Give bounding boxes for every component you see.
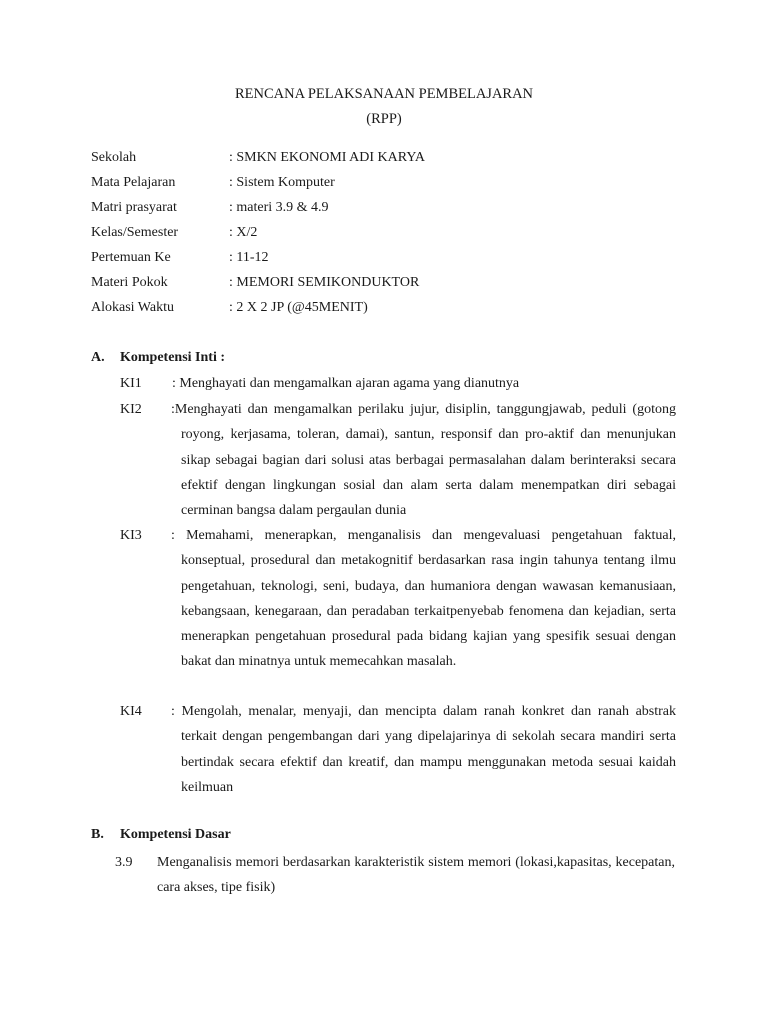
document-title: RENCANA PELAKSANAAN PEMBELAJARAN	[234, 86, 534, 102]
info-value: : 2 X 2 JP (@45MENIT)	[229, 300, 368, 315]
info-row-materi-pokok	[91, 275, 425, 300]
info-label: Alokasi Waktu	[91, 300, 174, 315]
info-value: : X/2	[229, 225, 258, 240]
info-label: Pertemuan Ke	[91, 250, 171, 265]
ki-text-content: : Memahami, menerapkan, menganalisis dan mengevaluasi pengetahuan faktual, konseptual, prosedural dan metakognitif berdasarkan rasa ingin tahunya tentang ilmu pengetahuan, teknologi, seni, budaya, dan humaniora dengan wawasan kemanusiaan, kebangsaan, kenegaraan, dan peradaban terkaitpenyebab fenomena dan kejadian, serta menerapkan pengetahuan prosedural pada bidang kajian yang spesifik sesuai dengan bakat dan minatnya untuk memecahkan masalah.	[171, 528, 676, 670]
info-label: Matri prasyarat	[91, 200, 177, 215]
kd-code: 3.9	[115, 855, 133, 870]
ki-code: KI4	[120, 704, 142, 719]
info-value: : MEMORI SEMIKONDUKTOR	[229, 275, 420, 290]
ki-code: KI1	[120, 376, 142, 391]
info-row-sekolah	[91, 150, 425, 175]
section-title: Kompetensi Dasar	[120, 827, 231, 842]
ki-text-content: :Menghayati dan mengamalkan perilaku jujur, disiplin, tanggungjawab, peduli (gotong royong, kerjasama, toleran, damai), santun, responsif dan pro-aktif dan menunjukan sikap sebagai bagian dari solusi atas berbagai permasalahan dalam berinteraksi secara efektif dengan lingkungan sosial dan alam serta dalam menempatkan diri sebagai cerminan bangsa dalam pergaulan dunia	[171, 402, 676, 519]
section-a-heading	[91, 350, 225, 366]
document-subtitle: (RPP)	[366, 111, 402, 127]
ki-text-content: : Mengolah, menalar, menyaji, dan mencipta dalam ranah konkret dan ranah abstrak terkait dengan pengembangan dari yang dipelajarinya di sekolah secara mandiri serta bertindak secara efektif dan kreatif, dan mampu menggunakan metoda sesuai kaidah keilmuan	[171, 704, 676, 795]
ki-code: KI2	[120, 402, 142, 417]
info-label: Kelas/Semester	[91, 225, 179, 240]
ki-text: : Menghayati dan mengamalkan ajaran agama yang dianutnya	[172, 376, 520, 391]
info-row-pertemuan	[91, 250, 425, 275]
section-letter: B.	[91, 827, 104, 842]
info-value: : Sistem Komputer	[229, 175, 335, 190]
info-row-alokasi-waktu	[91, 300, 425, 325]
info-value: : 11-12	[229, 250, 269, 265]
identity-table	[91, 150, 425, 325]
kd-text: Menganalisis memori berdasarkan karakteristik sistem memori (lokasi,kapasitas, kecepatan, cara akses, tipe fisik)	[157, 855, 675, 895]
info-value: : materi 3.9 & 4.9	[229, 200, 329, 215]
info-label: Mata Pelajaran	[91, 175, 176, 190]
ki-code: KI3	[120, 528, 142, 543]
ki-text	[171, 397, 676, 523]
info-row-prasyarat	[91, 200, 425, 225]
info-row-kelas-semester	[91, 225, 425, 250]
section-letter: A.	[91, 350, 105, 365]
section-b-heading	[91, 827, 231, 843]
ki-text	[171, 699, 676, 800]
info-label: Materi Pokok	[91, 275, 168, 290]
ki-text	[171, 523, 676, 675]
info-label: Sekolah	[91, 150, 137, 165]
info-row-mata-pelajaran	[91, 175, 425, 200]
section-title: Kompetensi Inti :	[120, 350, 225, 365]
info-value: : SMKN EKONOMI ADI KARYA	[229, 150, 426, 165]
